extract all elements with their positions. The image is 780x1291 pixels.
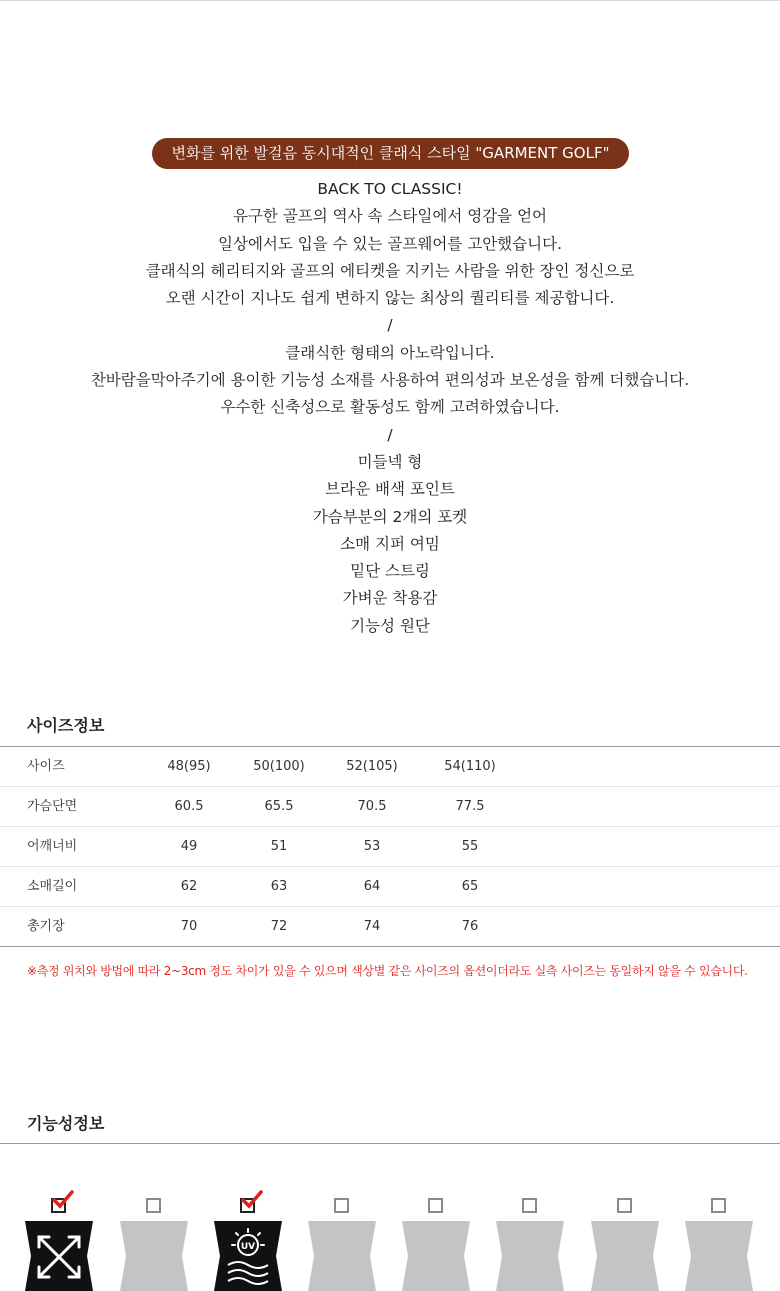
row-label: 소매길이 bbox=[27, 879, 78, 894]
table-cell: 65 bbox=[461, 879, 479, 894]
table-cell: 62 bbox=[180, 879, 198, 894]
blank-icon bbox=[402, 1221, 470, 1291]
description-line: 클래식한 형태의 아노락입니다. bbox=[285, 343, 495, 362]
row-label: 어깨너비 bbox=[27, 839, 78, 854]
size-column-header: 54(110) bbox=[444, 759, 496, 774]
brand-badge: 변화를 위한 발걸음 동시대적인 클래식 스타일 "GARMENT GOLF" bbox=[152, 138, 629, 169]
table-row bbox=[0, 827, 780, 867]
blank-icon bbox=[591, 1221, 659, 1291]
size-column-header: 50(100) bbox=[253, 759, 305, 774]
size-info-title: 사이즈정보 bbox=[27, 716, 105, 735]
checkbox-unchecked bbox=[334, 1198, 349, 1213]
feature-line: 밑단 스트링 bbox=[350, 562, 430, 581]
function-info-title: 기능성정보 bbox=[27, 1114, 105, 1133]
feature-line: 가벼운 착용감 bbox=[342, 589, 438, 608]
table-cell: 63 bbox=[270, 879, 288, 894]
function-item bbox=[591, 1190, 659, 1280]
table-cell: 60.5 bbox=[174, 799, 204, 814]
blank-icon bbox=[685, 1221, 753, 1291]
stretch-arrows-icon bbox=[25, 1221, 93, 1291]
description-line: 찬바람을막아주기에 용이한 기능성 소재를 사용하여 편의성과 보온성을 함께 더했습니다. bbox=[90, 371, 690, 390]
blank-icon bbox=[496, 1221, 564, 1291]
table-cell: 77.5 bbox=[455, 799, 485, 814]
table-cell: 55 bbox=[461, 839, 479, 854]
function-divider bbox=[0, 1143, 780, 1144]
table-cell: 70.5 bbox=[357, 799, 387, 814]
description-separator: / bbox=[387, 316, 393, 335]
table-cell: 72 bbox=[270, 919, 288, 934]
table-cell: 76 bbox=[461, 919, 479, 934]
size-column-header: 48(95) bbox=[167, 759, 211, 774]
feature-line: 브라운 배색 포인트 bbox=[325, 480, 455, 499]
blank-icon bbox=[308, 1221, 376, 1291]
function-item bbox=[308, 1190, 376, 1280]
description-line: BACK TO CLASSIC! bbox=[317, 180, 463, 198]
description-separator: / bbox=[387, 425, 393, 444]
table-row bbox=[0, 907, 780, 947]
function-item bbox=[402, 1190, 470, 1280]
checkbox-unchecked bbox=[711, 1198, 726, 1213]
product-description bbox=[0, 176, 780, 640]
description-line: 클래식의 헤리티지와 골프의 에티켓을 지키는 사람을 위한 장인 정신으로 bbox=[145, 261, 635, 280]
description-line: 유구한 골프의 역사 속 스타일에서 영감을 얻어 bbox=[232, 207, 548, 226]
size-table bbox=[0, 747, 780, 947]
size-column-header: 52(105) bbox=[346, 759, 398, 774]
function-icons bbox=[0, 1190, 780, 1280]
red-check-icon bbox=[238, 1190, 264, 1212]
row-label: 사이즈 bbox=[27, 759, 65, 774]
description-line: 일상에서도 입을 수 있는 골프웨어를 고안했습니다. bbox=[218, 234, 562, 253]
table-cell: 53 bbox=[363, 839, 381, 854]
checkbox-unchecked bbox=[522, 1198, 537, 1213]
table-cell: 64 bbox=[363, 879, 381, 894]
svg-text:UV: UV bbox=[240, 1242, 256, 1252]
table-row bbox=[0, 787, 780, 827]
size-notice: ※측정 위치와 방법에 따라 2~3cm 정도 차이가 있을 수 있으며 색상별 같은 사이즈의 옵션이더라도 실측 사이즈는 동일하지 않을 수 있습니다. bbox=[27, 964, 748, 978]
function-item bbox=[120, 1190, 188, 1280]
table-cell: 49 bbox=[180, 839, 198, 854]
table-cell: 74 bbox=[363, 919, 381, 934]
top-divider bbox=[0, 0, 780, 1]
function-item bbox=[685, 1190, 753, 1280]
checkbox-unchecked bbox=[428, 1198, 443, 1213]
table-row bbox=[0, 867, 780, 907]
table-cell: 51 bbox=[270, 839, 288, 854]
uv-protection-icon bbox=[214, 1221, 282, 1291]
feature-line: 가슴부분의 2개의 포켓 bbox=[312, 507, 468, 526]
red-check-icon bbox=[49, 1190, 75, 1212]
checkbox-unchecked bbox=[617, 1198, 632, 1213]
row-label: 가슴단면 bbox=[27, 799, 78, 814]
description-line: 우수한 신축성으로 활동성도 함께 고려하였습니다. bbox=[220, 398, 560, 417]
checkbox-unchecked bbox=[146, 1198, 161, 1213]
table-cell: 65.5 bbox=[264, 799, 294, 814]
table-cell: 70 bbox=[180, 919, 198, 934]
function-item-uv bbox=[214, 1190, 282, 1280]
function-item bbox=[496, 1190, 564, 1280]
row-label: 총기장 bbox=[27, 919, 65, 934]
size-table-header-row bbox=[0, 747, 780, 787]
function-item-stretch bbox=[25, 1190, 93, 1280]
feature-line: 기능성 원단 bbox=[350, 616, 430, 635]
feature-line: 소매 지퍼 여밈 bbox=[340, 534, 440, 553]
blank-icon bbox=[120, 1221, 188, 1291]
feature-line: 미들넥 형 bbox=[357, 452, 423, 471]
description-line: 오랜 시간이 지나도 쉽게 변하지 않는 최상의 퀄리티를 제공합니다. bbox=[165, 289, 615, 308]
